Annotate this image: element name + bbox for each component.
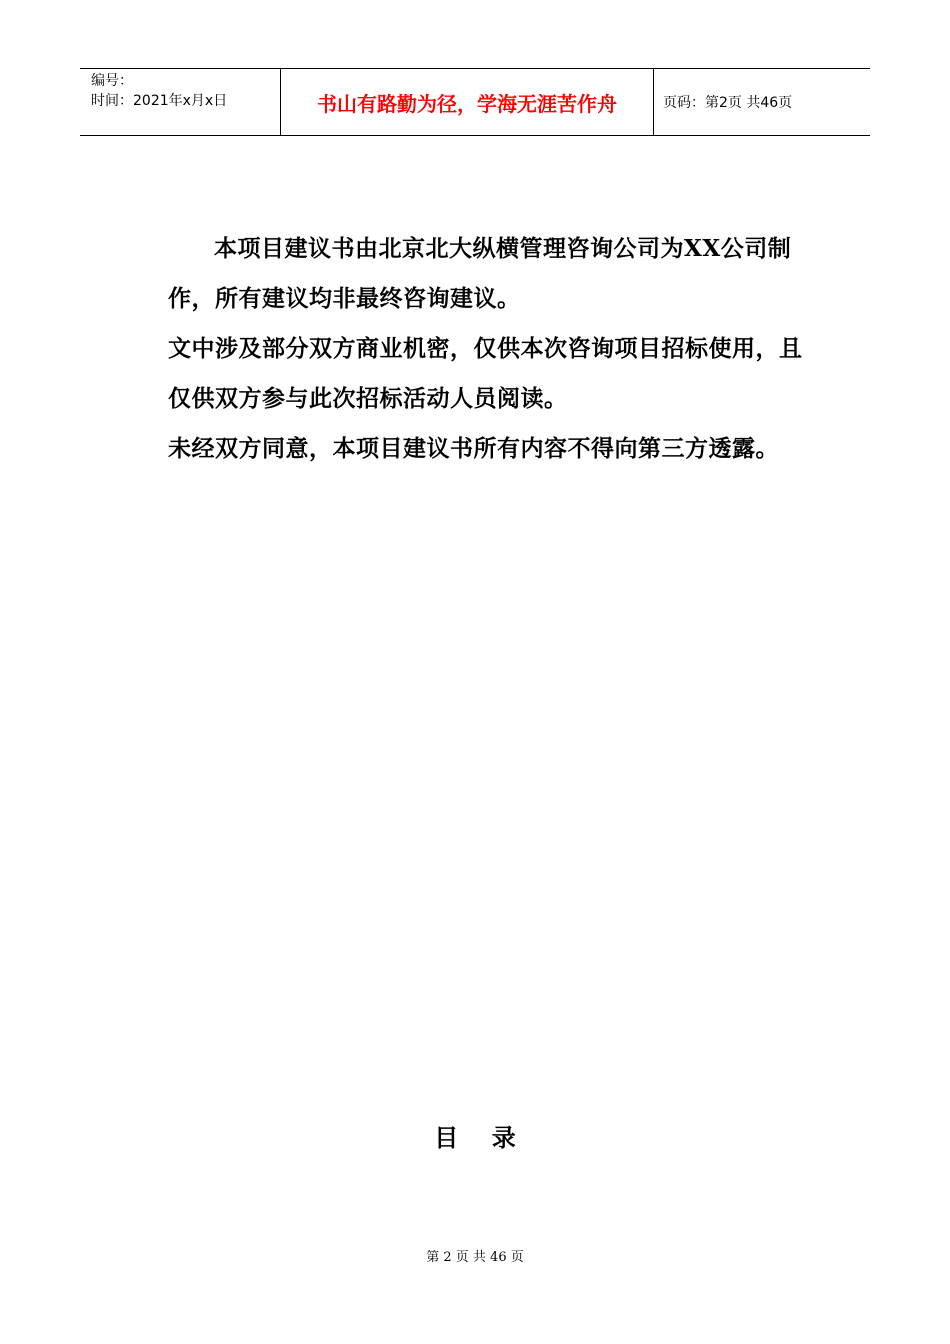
toc-title: 目 录 <box>434 1124 516 1152</box>
header-page-cell <box>654 69 870 135</box>
header-page-info: 页码：第2页 共46页 <box>663 95 793 111</box>
header-table <box>80 68 870 136</box>
body-paragraph: 本项目建议书由北京北大纵横管理咨询公司为XX公司制作，所有建议均非最终咨询建议。 <box>168 235 792 312</box>
document-date: 时间：2021年x月x日 <box>91 93 228 109</box>
body-paragraph: 未经双方同意，本项目建议书所有内容不得向第三方透露。 <box>168 435 779 462</box>
body-paragraph: 文中涉及部分双方商业机密，仅供本次咨询项目招标使用，且仅供双方参与此次招标活动人员阅读。 <box>168 335 803 412</box>
document-body <box>168 224 808 474</box>
page-footer: 第 2 页 共 46 页 <box>426 1250 524 1265</box>
header-motto: 书山有路勤为径，学海无涯苦作舟 <box>317 91 617 116</box>
header-motto-cell <box>281 69 654 135</box>
header-meta-cell <box>80 69 281 135</box>
document-number: 编号： <box>91 73 133 89</box>
